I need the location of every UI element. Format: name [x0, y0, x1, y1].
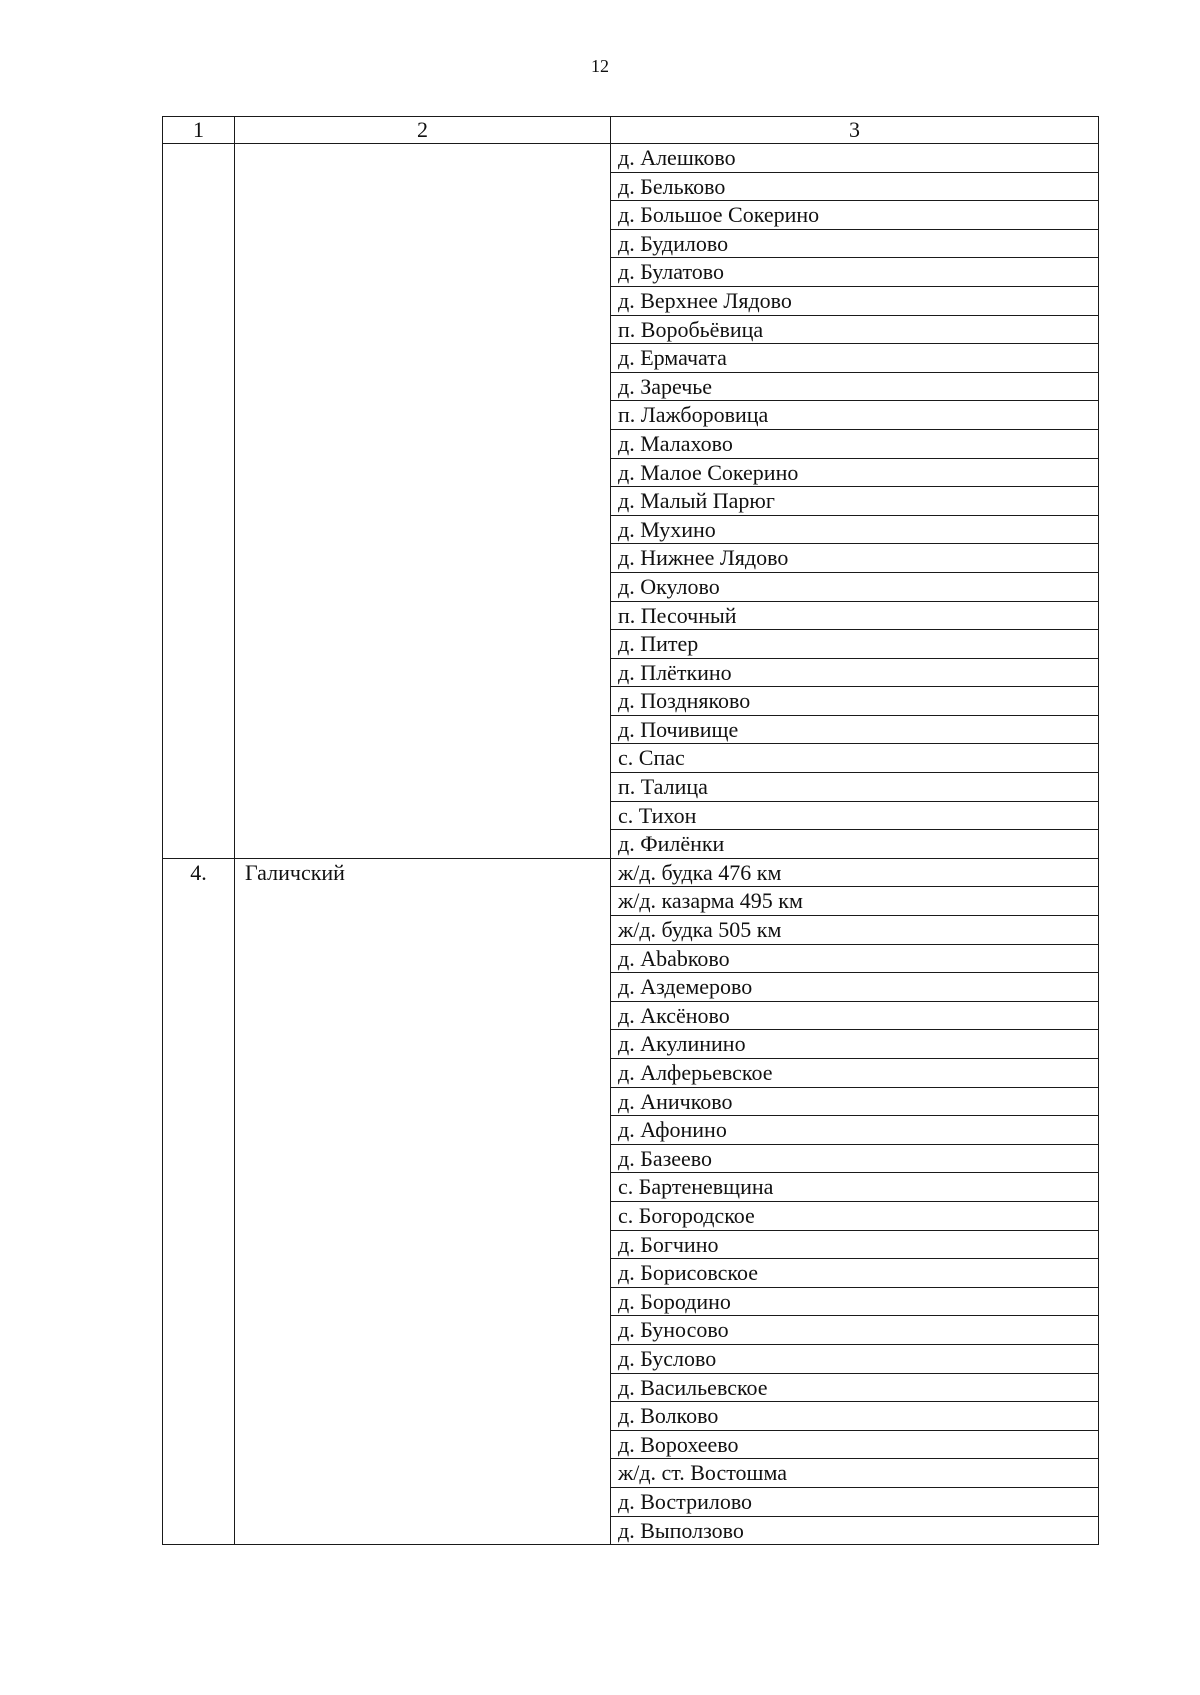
settlement-cell: д. Бельково — [611, 172, 1099, 201]
settlement-cell: д. Ермачата — [611, 344, 1099, 373]
settlement-cell: д. Нижнее Лядово — [611, 544, 1099, 573]
settlement-cell: д. Поздняково — [611, 687, 1099, 716]
settlement-cell: д. Будилово — [611, 229, 1099, 258]
settlement-cell: п. Талица — [611, 773, 1099, 802]
settlement-cell: д. Плёткино — [611, 658, 1099, 687]
settlement-cell: д. Буслово — [611, 1344, 1099, 1373]
page-number: 12 — [591, 56, 609, 76]
settlement-cell: д. Аничково — [611, 1087, 1099, 1116]
header-col-1: 1 — [163, 117, 235, 144]
table-body — [163, 144, 1099, 1545]
settlement-cell: д. Базеево — [611, 1144, 1099, 1173]
settlement-cell: с. Спас — [611, 744, 1099, 773]
settlement-cell: д. Алферьевское — [611, 1059, 1099, 1088]
settlement-cell: д. Борисовское — [611, 1259, 1099, 1288]
settlement-cell: д. Аксёново — [611, 1001, 1099, 1030]
settlement-cell: д. Малахово — [611, 429, 1099, 458]
settlement-cell: с. Богородское — [611, 1201, 1099, 1230]
settlement-cell: д. Большое Сокерино — [611, 201, 1099, 230]
settlement-cell: п. Воробьёвица — [611, 315, 1099, 344]
settlement-cell: д. Ababково — [611, 944, 1099, 973]
settlement-cell: ж/д. ст. Востошма — [611, 1459, 1099, 1488]
settlement-cell: д. Заречье — [611, 372, 1099, 401]
district-name-cell — [235, 144, 611, 859]
settlements-table — [162, 116, 1099, 1545]
settlement-cell: д. Верхнее Лядово — [611, 286, 1099, 315]
table-row — [163, 144, 1099, 173]
settlement-cell: д. Бородино — [611, 1287, 1099, 1316]
settlement-cell: д. Филёнки — [611, 830, 1099, 859]
settlement-cell: д. Афонино — [611, 1116, 1099, 1145]
settlement-cell: д. Выползово — [611, 1516, 1099, 1545]
header-col-3: 3 — [611, 117, 1099, 144]
settlement-cell: д. Волково — [611, 1402, 1099, 1431]
settlement-cell: д. Малый Парюг — [611, 487, 1099, 516]
settlement-cell: с. Тихон — [611, 801, 1099, 830]
settlement-cell: д. Васильевское — [611, 1373, 1099, 1402]
row-number-cell: 4. — [163, 858, 235, 1544]
settlement-cell: ж/д. будка 476 км — [611, 858, 1099, 887]
row-number-cell — [163, 144, 235, 859]
settlement-cell: ж/д. казарма 495 км — [611, 887, 1099, 916]
table-header — [163, 117, 1099, 144]
settlement-cell: д. Вострилово — [611, 1487, 1099, 1516]
settlement-cell: д. Акулинино — [611, 1030, 1099, 1059]
settlement-cell: д. Алешково — [611, 144, 1099, 173]
settlement-cell: д. Богчино — [611, 1230, 1099, 1259]
settlement-cell: д. Окулово — [611, 572, 1099, 601]
settlement-cell: д. Аздемерово — [611, 973, 1099, 1002]
header-col-2: 2 — [235, 117, 611, 144]
settlement-cell: д. Почивище — [611, 715, 1099, 744]
table-row — [163, 858, 1099, 887]
settlement-cell: ж/д. будка 505 км — [611, 916, 1099, 945]
settlement-cell: п. Песочный — [611, 601, 1099, 630]
settlement-cell: д. Булатово — [611, 258, 1099, 287]
settlement-cell: д. Буносово — [611, 1316, 1099, 1345]
settlement-cell: д. Ворохеево — [611, 1430, 1099, 1459]
settlement-cell: д. Мухино — [611, 515, 1099, 544]
settlement-cell: п. Лажборовица — [611, 401, 1099, 430]
header-row — [163, 117, 1099, 144]
settlement-cell: с. Бартеневщина — [611, 1173, 1099, 1202]
district-name-cell: Галичский — [235, 858, 611, 1544]
settlement-cell: д. Малое Сокерино — [611, 458, 1099, 487]
settlement-cell: д. Питер — [611, 630, 1099, 659]
